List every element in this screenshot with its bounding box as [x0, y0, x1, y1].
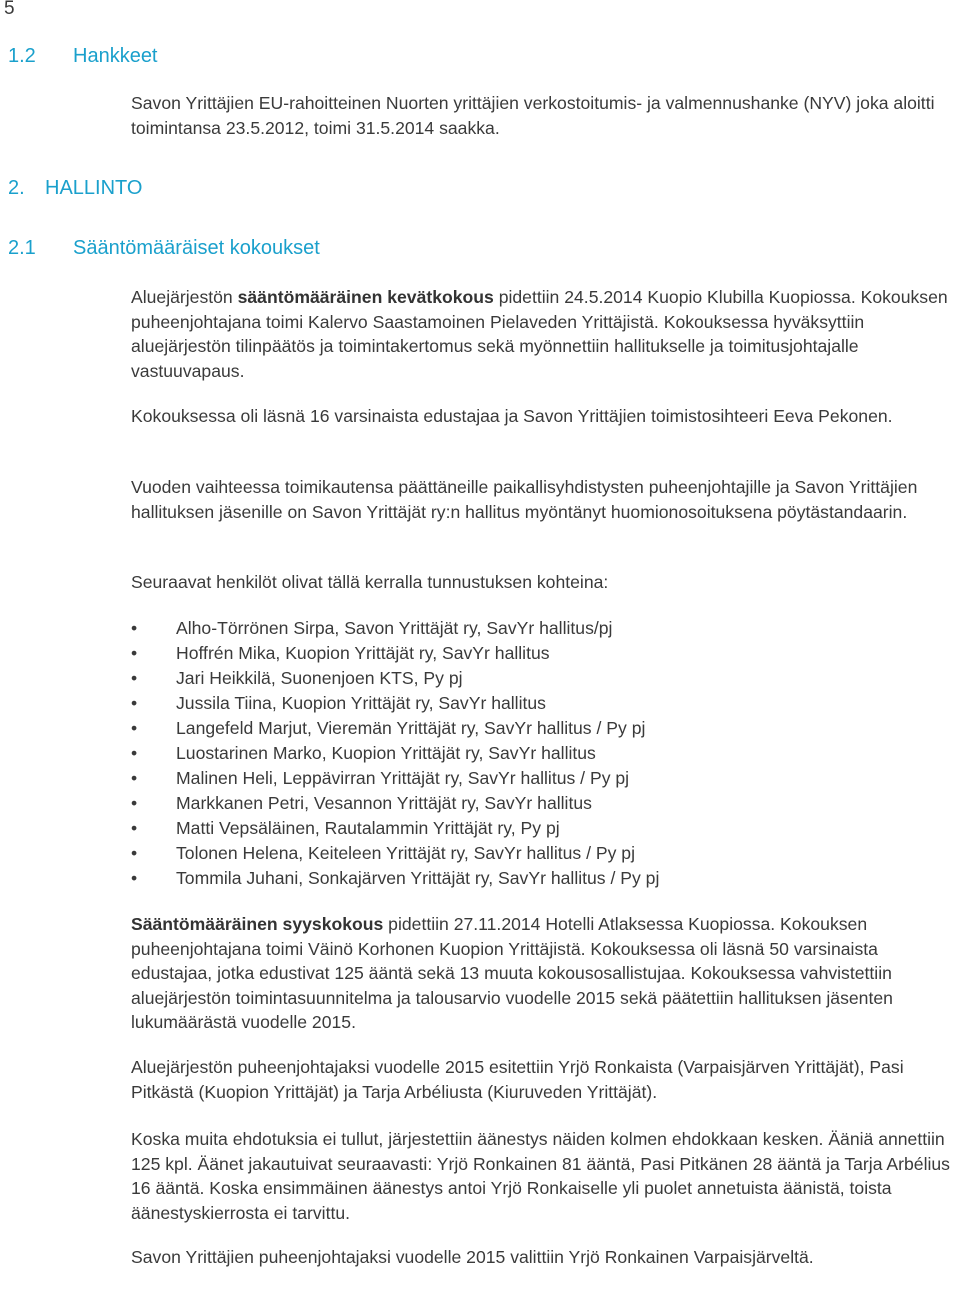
syyskokous-paragraph	[131, 912, 957, 1035]
candidates-paragraph	[131, 1055, 957, 1104]
list-item: • Jari Heikkilä, Suonenjoen KTS, Py pj	[131, 666, 957, 691]
list-item: • Langefeld Marjut, Vieremän Yrittäjät ry, SavYr hallitus / Py pj	[131, 716, 957, 741]
section-title: Sääntömääräiset kokoukset	[73, 237, 320, 259]
kevat-bold: sääntömääräinen kevätkokous	[237, 287, 494, 307]
kevat-attendance-text: Kokouksessa oli läsnä 16 varsinaista edustajaa ja Savon Yrittäjien toimistosihteeri Eeva Pekonen.	[131, 406, 893, 426]
list-item: • Alho-Törrönen Sirpa, Savon Yrittäjät ry, SavYr hallitus/pj	[131, 616, 957, 641]
section-number: 1.2	[8, 45, 36, 67]
kevat-text-pre: Aluejärjestön	[131, 287, 238, 307]
vote-paragraph	[131, 1127, 957, 1225]
section-heading-hallinto	[8, 177, 308, 203]
kevat-attendance-paragraph	[131, 404, 957, 429]
award-text: Vuoden vaihteessa toimikautensa päättäneille paikallisyhdistysten puheenjohtajille ja Savon Yrittäjien hallituksen jäsenille on Savon Yrittäjät ry:n hallitus myöntänyt huomionosoituksena pöytästandaarin.	[131, 477, 918, 522]
list-item: • Tommila Juhani, Sonkajärven Yrittäjät ry, SavYr hallitus / Py pj	[131, 866, 957, 891]
elected-paragraph	[131, 1245, 957, 1270]
section-title: Hankkeet	[73, 45, 158, 67]
section-title: HALLINTO	[45, 177, 143, 199]
section-heading-hankkeet	[8, 45, 308, 71]
recipients-intro-text: Seuraavat henkilöt olivat tällä kerralla tunnustuksen kohteina:	[131, 572, 609, 592]
syys-text: pidettiin 27.11.2014 Hotelli Atlaksessa Kuopiossa. Kokouksen puheenjohtajana toimi Väinö Korhonen Kuopion Yrittäjistä. Kokouksessa oli läsnä 50 varsinaista edustajaa, jotka edustivat 125 ääntä sekä 13 muuta kokousosallistujaa. Kokouksessa vahvistettiin aluejärjestön toimintasuunnitelma ja talousarvio vuodelle 2015 sekä päätettiin hallituksen jäsenten lukumäärästä vuodelle 2015.	[131, 914, 893, 1033]
kevat-text-post: pidettiin 24.5.2014 Kuopio Klubilla Kuopiossa. Kokouksen puheenjohtajana toimi Kalervo Saastamoinen Pielaveden Yrittäjistä. Kokouksessa hyväksyttiin aluejärjestön tilinpäätös ja toimintakertomus sekä myönnettiin hallitukselle ja toimitusjohtajalle vastuuvapaus.	[131, 287, 948, 381]
list-item: • Tolonen Helena, Keiteleen Yrittäjät ry, SavYr hallitus / Py pj	[131, 841, 957, 866]
list-item: • Malinen Heli, Leppävirran Yrittäjät ry, SavYr hallitus / Py pj	[131, 766, 957, 791]
hankkeet-paragraph	[131, 91, 957, 140]
section-heading-kokoukset	[8, 237, 508, 263]
page-number: 5	[4, 0, 15, 19]
list-item: • Matti Vepsäläinen, Rautalammin Yrittäjät ry, Py pj	[131, 816, 957, 841]
hankkeet-text: Savon Yrittäjien EU-rahoitteinen Nuorten yrittäjien verkostoitumis- ja valmennushanke (NYV) joka aloitti toimintansa 23.5.2012, toimi 31.5.2014 saakka.	[131, 93, 935, 138]
recipients-intro	[131, 570, 957, 595]
syys-bold: Sääntömääräinen syyskokous	[131, 914, 384, 934]
list-item: • Jussila Tiina, Kuopion Yrittäjät ry, SavYr hallitus	[131, 691, 957, 716]
vote-text: Koska muita ehdotuksia ei tullut, järjestettiin äänestys näiden kolmen ehdokkaan kesken. Ääniä annettiin 125 kpl. Äänet jakautuivat seuraavasti: Yrjö Ronkainen 81 ääntä, Pasi Pitkänen 28 ääntä ja Tarja Arbélius 16 ääntä. Koska ensimmäinen äänestys antoi Yrjö Ronkaiselle yli puolet annetuista äänistä, toista äänestyskierrosta ei tarvittu.	[131, 1129, 950, 1223]
award-paragraph	[131, 475, 957, 524]
list-item: • Markkanen Petri, Vesannon Yrittäjät ry, SavYr hallitus	[131, 791, 957, 816]
kevatkokous-paragraph	[131, 285, 957, 383]
candidates-text: Aluejärjestön puheenjohtajaksi vuodelle 2015 esitettiin Yrjö Ronkaista (Varpaisjärven Yrittäjät), Pasi Pitkästä (Kuopion Yrittäjät) ja Tarja Arbéliusta (Kiuruveden Yrittäjät).	[131, 1057, 904, 1102]
section-number: 2.1	[8, 237, 36, 259]
recipients-list	[131, 616, 957, 891]
list-item: • Luostarinen Marko, Kuopion Yrittäjät ry, SavYr hallitus	[131, 741, 957, 766]
list-item: • Hoffrén Mika, Kuopion Yrittäjät ry, SavYr hallitus	[131, 641, 957, 666]
elected-text: Savon Yrittäjien puheenjohtajaksi vuodelle 2015 valittiin Yrjö Ronkainen Varpaisjärveltä.	[131, 1247, 814, 1267]
section-number: 2.	[8, 177, 25, 199]
